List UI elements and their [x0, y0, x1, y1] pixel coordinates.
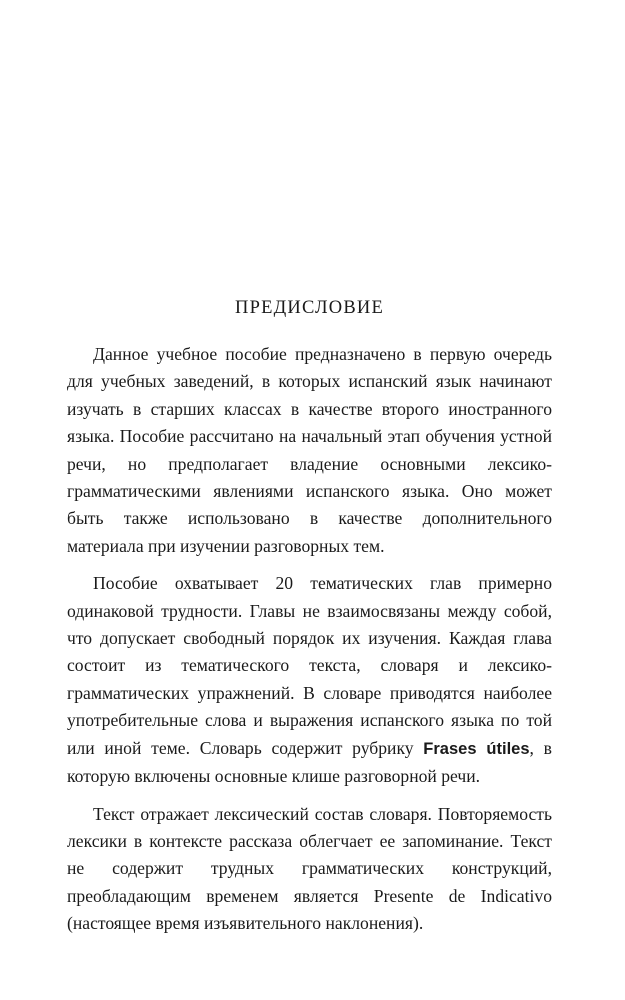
- paragraph-1: Данное учебное пособие предназначено в первую очередь для учебных заведений, в которых испанский язык начинают изучать в старших классах в качестве второго иностранного языка. Пособие рассчитано на начальный этап обучения устной речи, но предполагает владение основными лексико-грамматическими явлениями испанского языка. Оно может быть также использовано в качестве дополнительного материала при изучении разговорных тем.: [67, 344, 552, 556]
- paragraph-2: [67, 570, 552, 790]
- paragraph-2-text-after: , в которую включены основные клише разговорной речи.: [67, 737, 552, 787]
- page-title: ПРЕДИСЛОВИЕ: [235, 298, 384, 318]
- paragraph-2-text-before: Пособие охватывает 20 тематических глав примерно одинаковой трудности. Главы не взаимосвязаны между собой, что допускает свободный порядок их изучения. Каждая глава состоит из тематического текста, словаря и лексико-грамматических упражнений. В словаре приводятся наиболее употребительные слова и выражения испанского языка по той или иной теме. Словарь содержит рубрику: [67, 573, 552, 758]
- frases-utiles-term: Frases útiles: [423, 739, 530, 758]
- document-page: [67, 298, 552, 948]
- paragraph-3: Текст отражает лексический состав словаря. Повторяемость лексики в контексте рассказа облегчает ее запоминание. Текст не содержит трудных грамматических конструкций, преобладающим временем является Presente de Indicativo (настоящее время изъявительного наклонения).: [67, 803, 552, 934]
